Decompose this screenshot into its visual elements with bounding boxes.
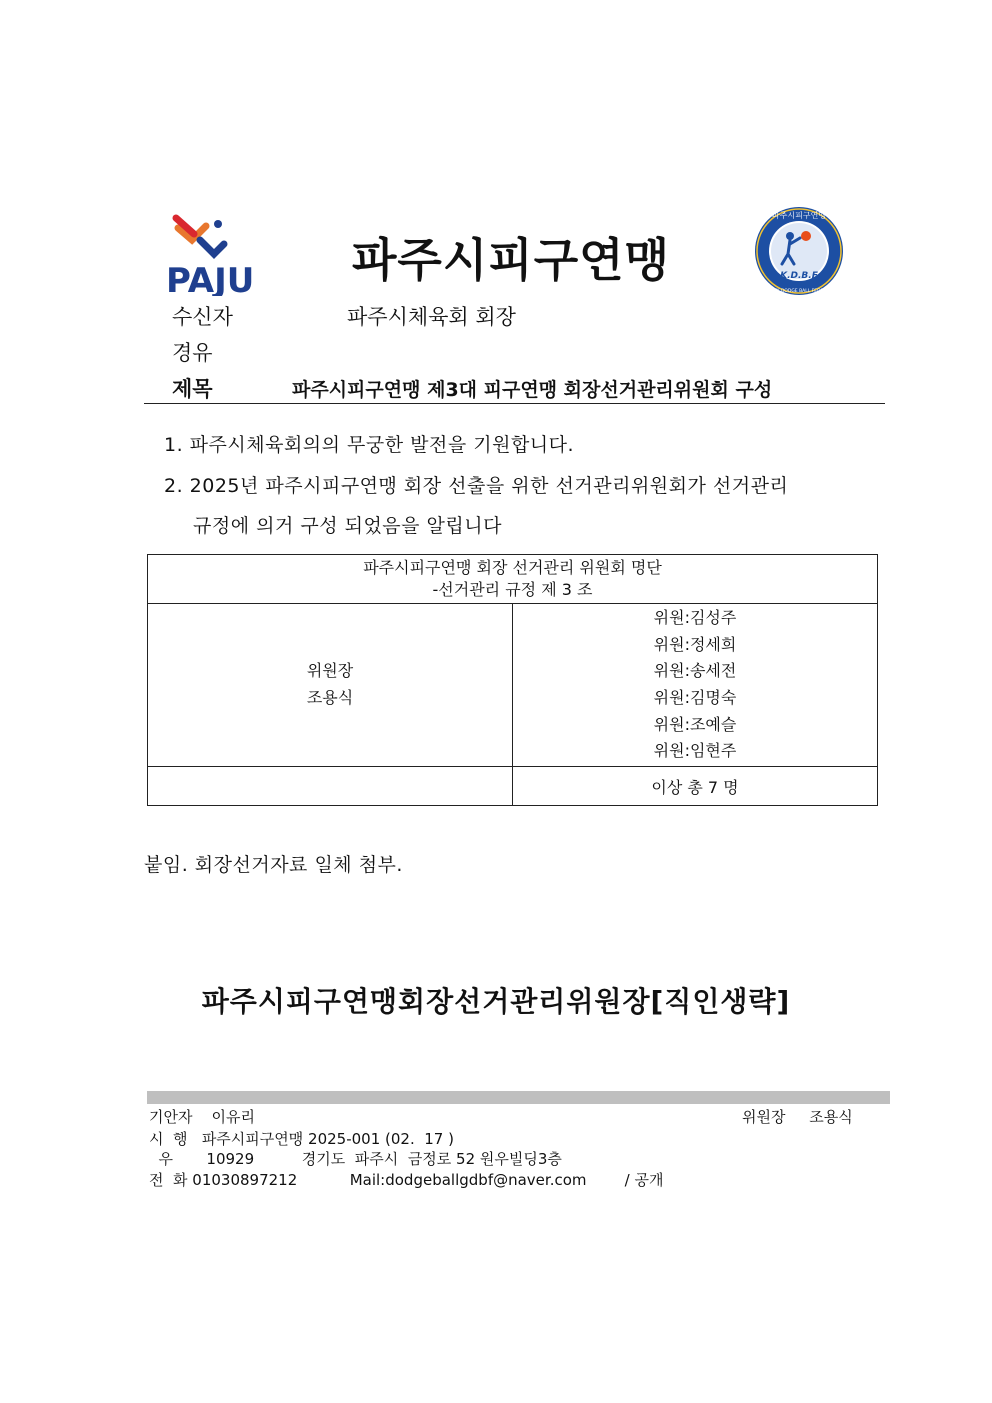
total-empty-cell xyxy=(148,767,513,806)
footer-approver: 위원장 조용식 xyxy=(742,1108,853,1126)
chair-title: 위원장 xyxy=(306,661,354,681)
member-item: 위원:임현주 xyxy=(653,741,737,761)
federation-seal xyxy=(754,206,844,296)
header-divider xyxy=(144,403,885,404)
committee-roster-table xyxy=(147,554,878,806)
paju-logo-text: PAJU xyxy=(166,261,255,296)
via-label: 경유 xyxy=(172,341,213,365)
attachment-note: 붙임. 회장선거자료 일체 첨부. xyxy=(144,854,403,876)
body-item-2-line1: 2. 2025년 파주시피구연맹 회장 선출을 위한 선거관리위원회가 선거관리 xyxy=(164,475,789,497)
member-item: 위원:김명숙 xyxy=(653,688,737,707)
issuer-line: 파주시피구연맹회장선거관리위원장[직인생략] xyxy=(201,985,791,1018)
roster-caption xyxy=(148,555,878,604)
seal-ring-text-bottom: PAJU CITY DODGE BALL FEDERATION xyxy=(757,289,841,294)
member-item: 위원:조예슬 xyxy=(653,714,737,734)
body-item-1: 1. 파주시체육회의의 무궁한 발전을 기원합니다. xyxy=(164,434,575,456)
paju-city-logo xyxy=(166,214,284,296)
body-item-2-line2: 규정에 의거 구성 되었음을 알립니다 xyxy=(193,515,502,537)
seal-ring-text-top: 파주시피구연맹 xyxy=(771,211,827,220)
roster-caption-title: 파주시피구연맹 회장 선거관리 위원회 명단 xyxy=(363,558,662,577)
footer-enforcement: 시 행 파주시피구연맹 2025-001 (02. 17 ) xyxy=(149,1130,454,1148)
members-cell xyxy=(513,604,878,767)
footer-address: 우 10929 경기도 파주시 금정로 52 원우빌딩3층 xyxy=(149,1150,562,1168)
footer-drafter: 기안자 이유리 xyxy=(149,1108,256,1126)
member-item: 위원:송세전 xyxy=(653,661,737,681)
org-title: 파주시피구연맹 xyxy=(352,233,671,287)
total-count: 이상 총 7 명 xyxy=(513,767,878,806)
member-item: 위원:정세희 xyxy=(653,634,737,654)
chair-cell xyxy=(148,604,513,767)
recipient-value: 파주시체육회 회장 xyxy=(347,305,516,329)
member-item: 위원:김성주 xyxy=(653,608,737,628)
recipient-label: 수신자 xyxy=(172,305,233,329)
footer-contact: 전 화 01030897212 Mail:dodgeballgdbf@naver.com / 공개 xyxy=(149,1171,664,1189)
subject-value: 파주시피구연맹 제3대 피구연맹 회장선거관리위원회 구성 xyxy=(292,379,773,401)
footer-bar xyxy=(147,1091,890,1104)
chair-name: 조용식 xyxy=(306,688,354,707)
roster-caption-rule: -선거관리 규정 제 3 조 xyxy=(432,580,593,599)
subject-label: 제목 xyxy=(172,377,213,401)
seal-inner-text: K.D.B.F xyxy=(780,271,818,281)
